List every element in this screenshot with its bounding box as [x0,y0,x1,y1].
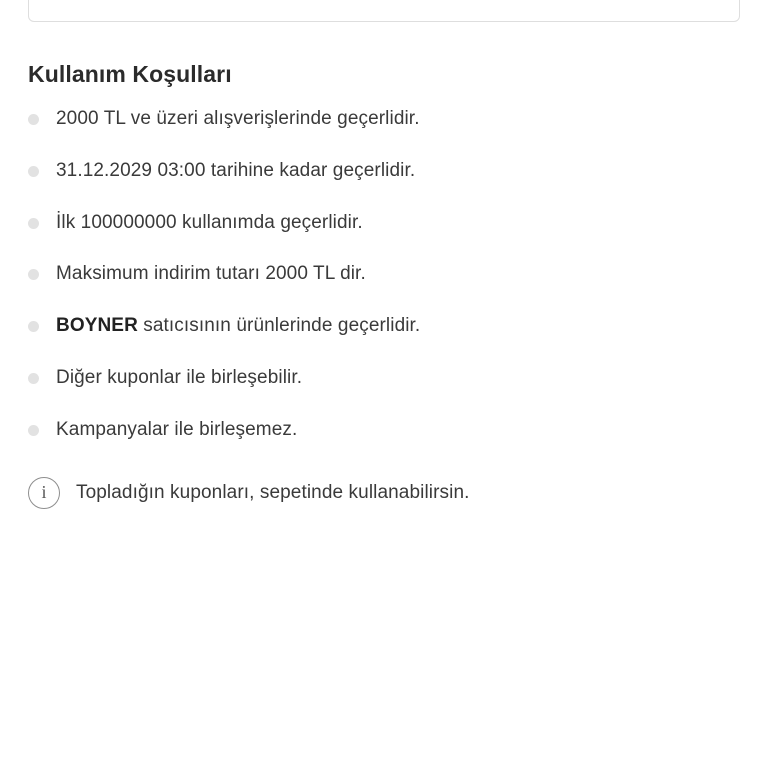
bullet-dot-icon [28,114,39,125]
list-item [28,108,740,130]
condition-text: 2000 TL ve üzeri alışverişlerinde geçerlidir. [56,107,420,129]
condition-text: Kampanyalar ile birleşemez. [56,418,298,440]
condition-text: 31.12.2029 03:00 tarihine kadar geçerlidir. [56,159,416,181]
condition-text: Maksimum indirim tutarı 2000 TL dir. [56,263,366,285]
merchant-name: BOYNER [56,315,138,337]
list-item [28,263,740,285]
bullet-dot-icon [28,218,39,229]
info-icon: i [28,477,60,509]
list-item [28,419,740,441]
list-item [28,212,740,234]
bullet-dot-icon [28,269,39,280]
list-item-merchant [28,315,740,337]
bullet-dot-icon [28,373,39,384]
conditions-list [28,108,740,441]
condition-text: İlk 100000000 kullanımda geçerlidir. [56,211,363,233]
list-item [28,160,740,182]
list-item [28,367,740,389]
coupon-card-partial[interactable] [28,0,740,22]
info-note [28,477,740,509]
bullet-dot-icon [28,166,39,177]
condition-text: satıcısının ürünlerinde geçerlidir. [143,315,421,337]
condition-text-merchant [56,315,420,337]
page-title: Kullanım Koşulları [28,61,232,87]
bullet-dot-icon [28,321,39,332]
info-note-text: Topladığın kuponları, sepetinde kullanabilirsin. [76,481,470,503]
terms-content [0,60,768,509]
condition-text: Diğer kuponlar ile birleşebilir. [56,367,303,389]
bullet-dot-icon [28,425,39,436]
